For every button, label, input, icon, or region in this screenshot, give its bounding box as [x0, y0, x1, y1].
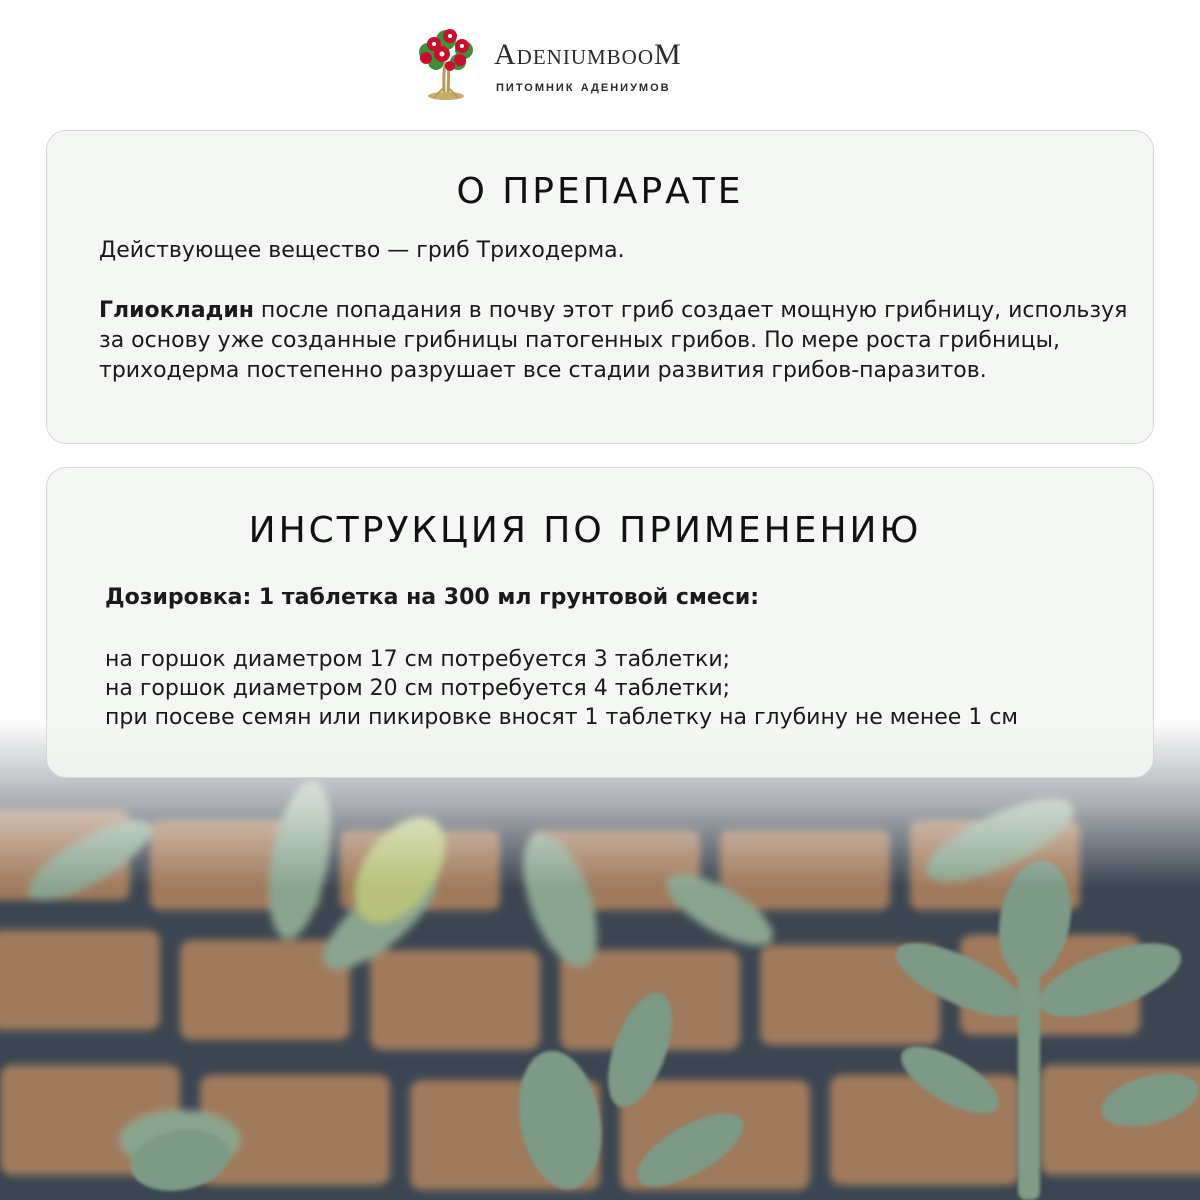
instructions-card	[46, 467, 1154, 778]
about-title: О ПРЕПАРАТЕ	[456, 171, 744, 212]
about-card	[46, 130, 1154, 444]
brand-name: AdeniumbooM	[494, 38, 682, 71]
list-item: на горшок диаметром 17 см потребуется 3 таблетки;	[105, 647, 731, 672]
about-description	[99, 296, 1129, 386]
dosage-text: Дозировка: 1 таблетка на 300 мл грунтовой смеси:	[105, 585, 760, 610]
list-item: при посеве семян или пикировке вносят 1 таблетку на глубину не менее 1 см	[105, 705, 1019, 730]
background-photo-seedlings	[0, 720, 1200, 1200]
about-description-text: после попадания в почву этот гриб создает мощную грибницу, используя за основу уже созданные грибницы патогенных грибов. По мере роста грибницы, триходерма постепенно разрушает все стадии развития грибов-паразитов.	[99, 298, 1128, 383]
tree-logo-icon	[414, 26, 478, 102]
list-item: на горшок диаметром 20 см потребуется 4 таблетки;	[105, 676, 731, 701]
brand-logo[interactable]	[414, 26, 754, 104]
dosage-list	[105, 645, 1018, 732]
instructions-title: ИНСТРУКЦИЯ ПО ПРИМЕНЕНИЮ	[248, 510, 922, 551]
active-substance-text: Действующее вещество — гриб Триходерма.	[99, 238, 625, 263]
brand-subtitle: питомник адениумов	[496, 78, 671, 95]
product-name: Глиокладин	[99, 298, 254, 323]
